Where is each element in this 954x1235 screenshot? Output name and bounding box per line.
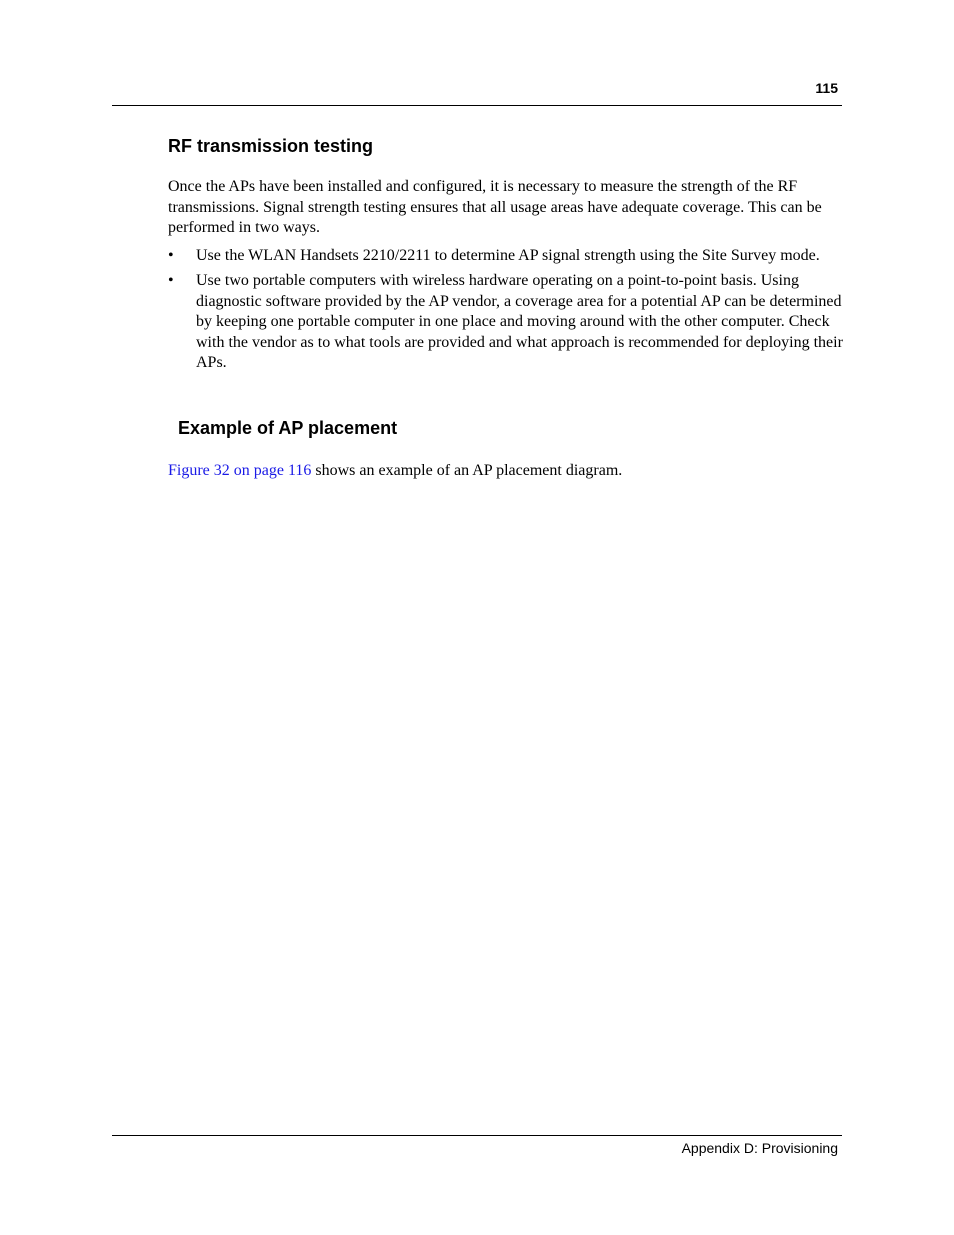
list-item-text: Use the WLAN Handsets 2210/2211 to determine AP signal strength using the Site Survey mode.	[196, 247, 820, 264]
intro-paragraph: Once the APs have been installed and configured, it is necessary to measure the strength of the RF transmissions. Signal strength testing ensures that all usage areas have adequate coverage. This can be performed in two ways.	[168, 178, 822, 236]
bullet-icon: •	[168, 272, 174, 289]
figure-32-link[interactable]: Figure 32 on page 116	[168, 462, 312, 479]
bullet-icon: •	[168, 247, 174, 264]
methods-list	[168, 246, 844, 378]
footer-chapter-title: Appendix D: Provisioning	[681, 1140, 838, 1156]
page-number: 115	[815, 80, 838, 96]
example-paragraph	[168, 461, 844, 482]
list-item	[168, 271, 844, 374]
list-item	[168, 246, 844, 267]
header-rule	[112, 105, 842, 106]
example-paragraph-text: shows an example of an AP placement diagram.	[311, 462, 623, 479]
section-heading-rf-transmission-testing: RF transmission testing	[168, 136, 374, 156]
list-item-text: Use two portable computers with wireless hardware operating on a point-to-point basis. Using diagnostic software provided by the AP vendor, a coverage area for a potential AP can be determined by keeping one portable computer in one place and moving around with the other computer. Check with the vendor as to what tools are provided and what approach is recommended for deploying their APs.	[196, 272, 843, 371]
section-heading-example-ap-placement: Example of AP placement	[178, 418, 398, 438]
footer-rule	[112, 1135, 842, 1136]
